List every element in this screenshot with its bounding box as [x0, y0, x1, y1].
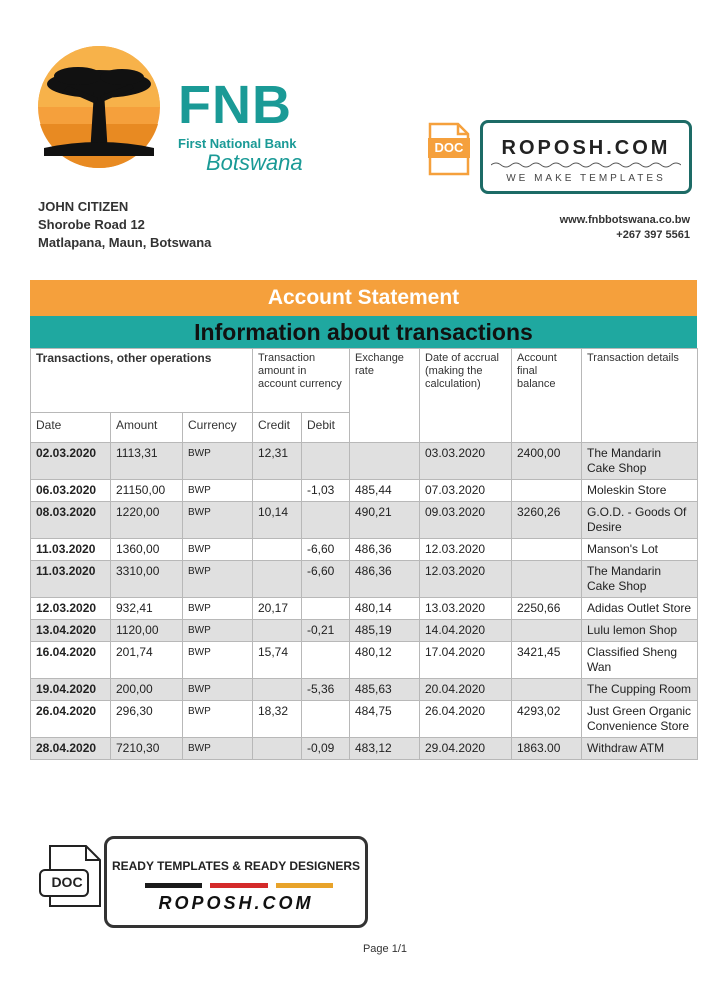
page-number: Page 1/1 — [362, 943, 408, 955]
brand-name: FNB — [178, 75, 292, 135]
cell-currency: BWP — [183, 502, 253, 539]
statement-title: Account Statement — [30, 280, 697, 316]
cell-debit: -6,60 — [302, 561, 350, 598]
cell-amount: 1360,00 — [111, 539, 183, 561]
wavy-line-icon — [491, 161, 681, 169]
cell-amount: 1113,31 — [111, 443, 183, 480]
cell-details: Moleskin Store — [582, 480, 698, 502]
cell-amount: 200,00 — [111, 679, 183, 701]
cell-rate: 484,75 — [350, 701, 420, 738]
cell-balance: 2400,00 — [512, 443, 582, 480]
cell-credit: 20,17 — [253, 598, 302, 620]
transactions-table — [30, 348, 698, 760]
cell-date: 08.03.2020 — [31, 502, 111, 539]
stripe-black — [145, 883, 202, 888]
header-final-balance: Account final balance — [512, 349, 582, 443]
cell-details: The Mandarin Cake Shop — [582, 561, 698, 598]
cell-balance: 2250,66 — [512, 598, 582, 620]
roposh-bottom-title: READY TEMPLATES & READY DESIGNERS — [111, 859, 361, 873]
cell-amount: 932,41 — [111, 598, 183, 620]
cell-details: Adidas Outlet Store — [582, 598, 698, 620]
cell-rate: 480,14 — [350, 598, 420, 620]
cell-details: Manson's Lot — [582, 539, 698, 561]
brand-country: Botswana — [206, 150, 303, 175]
cell-amount: 296,30 — [111, 701, 183, 738]
stripe-yellow — [276, 883, 333, 888]
cell-date: 13.04.2020 — [31, 620, 111, 642]
cell-date: 12.03.2020 — [31, 598, 111, 620]
cell-balance — [512, 480, 582, 502]
cell-credit: 15,74 — [253, 642, 302, 679]
cell-amount: 1120,00 — [111, 620, 183, 642]
table-row — [31, 642, 698, 679]
header-details: Transaction details — [582, 349, 698, 443]
cell-credit — [253, 480, 302, 502]
cell-date: 11.03.2020 — [31, 539, 111, 561]
cell-accrual: 20.04.2020 — [420, 679, 512, 701]
cell-debit: -5,36 — [302, 679, 350, 701]
header-amount: Amount — [111, 413, 183, 443]
cell-credit — [253, 679, 302, 701]
cell-rate: 480,12 — [350, 642, 420, 679]
doc-icon-label: DOC — [434, 140, 464, 155]
cell-debit: -1,03 — [302, 480, 350, 502]
cell-amount: 1220,00 — [111, 502, 183, 539]
cell-balance: 1863.00 — [512, 738, 582, 760]
cell-rate: 485,44 — [350, 480, 420, 502]
cell-details: Classified Sheng Wan — [582, 642, 698, 679]
cell-debit — [302, 443, 350, 480]
cell-currency: BWP — [183, 443, 253, 480]
cell-debit — [302, 598, 350, 620]
cell-credit: 18,32 — [253, 701, 302, 738]
cell-accrual: 03.03.2020 — [420, 443, 512, 480]
cell-amount: 7210,30 — [111, 738, 183, 760]
doc-file-icon — [428, 122, 470, 176]
table-row — [31, 738, 698, 760]
cell-currency: BWP — [183, 480, 253, 502]
doc-file-icon-bottom — [38, 844, 102, 910]
cell-rate: 485,19 — [350, 620, 420, 642]
cell-debit: -6,60 — [302, 539, 350, 561]
cell-currency: BWP — [183, 561, 253, 598]
address-line-1: Shorobe Road 12 — [38, 217, 145, 232]
cell-balance: 4293,02 — [512, 701, 582, 738]
cell-rate: 486,36 — [350, 561, 420, 598]
header-date-accrual: Date of accrual (making the calculation) — [420, 349, 512, 443]
brand-full-name: First National Bank — [178, 136, 297, 151]
roposh-subtitle: WE MAKE TEMPLATES — [506, 173, 666, 184]
cell-details: Withdraw ATM — [582, 738, 698, 760]
cell-details: The Cupping Room — [582, 679, 698, 701]
table-row — [31, 598, 698, 620]
cell-credit: 10,14 — [253, 502, 302, 539]
bank-phone: +267 397 5561 — [616, 229, 690, 241]
cell-accrual: 13.03.2020 — [420, 598, 512, 620]
header-currency: Currency — [183, 413, 253, 443]
cell-accrual: 12.03.2020 — [420, 539, 512, 561]
cell-currency: BWP — [183, 598, 253, 620]
cell-credit: 12,31 — [253, 443, 302, 480]
cell-balance — [512, 539, 582, 561]
cell-rate: 485,63 — [350, 679, 420, 701]
cell-details: Lulu lemon Shop — [582, 620, 698, 642]
cell-currency: BWP — [183, 620, 253, 642]
statement-subtitle: Information about transactions — [30, 316, 697, 348]
cell-date: 06.03.2020 — [31, 480, 111, 502]
header-exchange-rate: Exchange rate — [350, 349, 420, 443]
customer-name: JOHN CITIZEN — [38, 199, 129, 214]
cell-details: G.O.D. - Goods Of Desire — [582, 502, 698, 539]
cell-details: Just Green Organic Convenience Store — [582, 701, 698, 738]
bank-brand — [178, 75, 328, 175]
fnb-tree-logo — [36, 44, 162, 170]
cell-accrual: 17.04.2020 — [420, 642, 512, 679]
cell-currency: BWP — [183, 642, 253, 679]
cell-accrual: 29.04.2020 — [420, 738, 512, 760]
customer-address — [38, 198, 211, 252]
header-date: Date — [31, 413, 111, 443]
table-row — [31, 701, 698, 738]
cell-details: The Mandarin Cake Shop — [582, 443, 698, 480]
cell-accrual: 12.03.2020 — [420, 561, 512, 598]
stripe-red — [210, 883, 267, 888]
cell-currency: BWP — [183, 539, 253, 561]
cell-balance — [512, 620, 582, 642]
cell-balance — [512, 679, 582, 701]
bank-website: www.fnbbotswana.co.bw — [559, 214, 690, 226]
cell-date: 02.03.2020 — [31, 443, 111, 480]
cell-accrual: 14.04.2020 — [420, 620, 512, 642]
cell-credit — [253, 561, 302, 598]
cell-debit — [302, 502, 350, 539]
cell-currency: BWP — [183, 701, 253, 738]
cell-currency: BWP — [183, 679, 253, 701]
cell-amount: 3310,00 — [111, 561, 183, 598]
cell-credit — [253, 738, 302, 760]
cell-rate: 490,21 — [350, 502, 420, 539]
cell-debit — [302, 701, 350, 738]
roposh-bottom-name: ROPOSH.COM — [158, 893, 314, 913]
roposh-title: ROPOSH.COM — [501, 137, 671, 159]
table-row — [31, 539, 698, 561]
cell-debit — [302, 642, 350, 679]
color-stripes — [145, 883, 333, 888]
cell-debit: -0,09 — [302, 738, 350, 760]
cell-date: 16.04.2020 — [31, 642, 111, 679]
bank-contact — [560, 213, 690, 243]
cell-accrual: 09.03.2020 — [420, 502, 512, 539]
cell-credit — [253, 539, 302, 561]
cell-rate: 483,12 — [350, 738, 420, 760]
address-line-2: Matlapana, Maun, Botswana — [38, 235, 212, 250]
cell-amount: 201,74 — [111, 642, 183, 679]
cell-amount: 21150,00 — [111, 480, 183, 502]
header-credit: Credit — [253, 413, 302, 443]
table-row — [31, 561, 698, 598]
cell-accrual: 26.04.2020 — [420, 701, 512, 738]
cell-date: 28.04.2020 — [31, 738, 111, 760]
cell-rate: 486,36 — [350, 539, 420, 561]
cell-credit — [253, 620, 302, 642]
roposh-watermark-bottom — [104, 836, 368, 928]
table-row — [31, 480, 698, 502]
table-row — [31, 502, 698, 539]
doc-icon-label-bottom: DOC — [51, 874, 83, 890]
cell-balance: 3421,45 — [512, 642, 582, 679]
cell-date: 26.04.2020 — [31, 701, 111, 738]
header-amount-group: Transaction amount in account currency — [253, 349, 350, 413]
cell-balance — [512, 561, 582, 598]
cell-date: 11.03.2020 — [31, 561, 111, 598]
roposh-watermark-top — [480, 120, 692, 194]
cell-debit: -0,21 — [302, 620, 350, 642]
cell-accrual: 07.03.2020 — [420, 480, 512, 502]
cell-date: 19.04.2020 — [31, 679, 111, 701]
header-transactions-group: Transactions, other operations — [31, 349, 253, 413]
cell-rate — [350, 443, 420, 480]
cell-currency: BWP — [183, 738, 253, 760]
header-debit: Debit — [302, 413, 350, 443]
table-row — [31, 620, 698, 642]
table-row — [31, 443, 698, 480]
table-row — [31, 679, 698, 701]
cell-balance: 3260,26 — [512, 502, 582, 539]
